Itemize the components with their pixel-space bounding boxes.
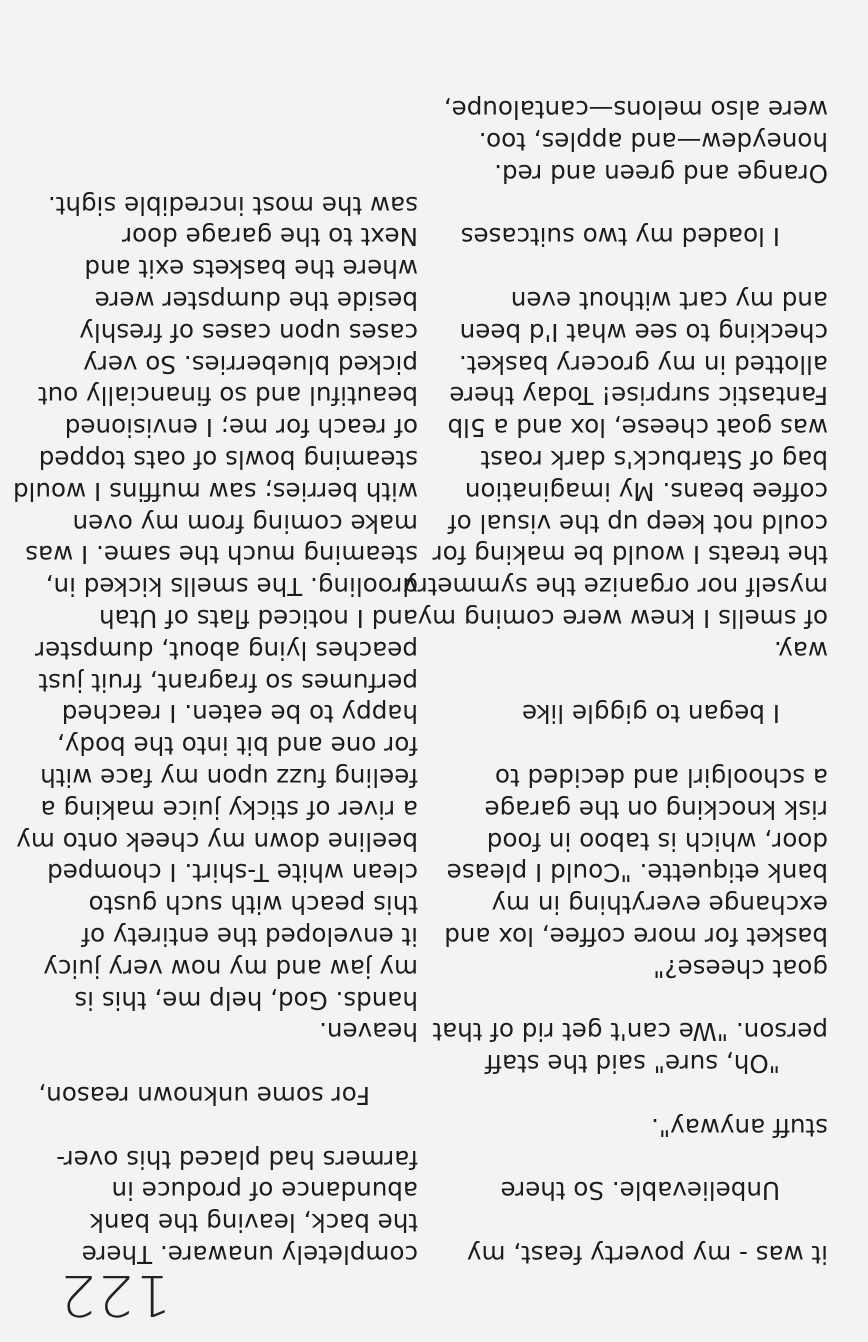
text-line: farmers had placed this over- [56, 1144, 418, 1174]
text-line: my jaw and my now very juicy [43, 953, 418, 983]
right-text-column [12, 189, 418, 1270]
text-line: was goat cheese, lox and a 5lb [447, 413, 828, 443]
paragraph-gap [36, 1111, 418, 1143]
text-line: happy to be eaten. I reached [61, 699, 418, 729]
paragraph-gap [446, 729, 828, 761]
paragraph [432, 1016, 828, 1080]
paragraph [446, 221, 828, 253]
text-line: and my cart without even [510, 286, 828, 316]
text-line: the treats I would be making for [432, 540, 828, 570]
text-line: the back, leaving the bank [89, 1208, 418, 1238]
text-line: picked blueberries. So very [83, 349, 418, 379]
paragraph [446, 1175, 828, 1207]
text-line: clean white T-shirt. I chomped [47, 858, 418, 888]
text-line: bank etiquette. "Could I please [446, 858, 828, 888]
paragraph [12, 189, 418, 1048]
text-line: bag of Starbuck's dark roast [480, 445, 828, 475]
text-line: hands. God, help me, this is [74, 985, 418, 1015]
text-line: of smells I knew were coming my [417, 604, 828, 634]
paragraph [446, 1238, 828, 1270]
text-line: Fantastic surprise! Today there [449, 381, 828, 411]
paragraph [36, 1079, 418, 1111]
text-line: checking to see what I'd been [459, 317, 828, 347]
text-line: steaming much the same. I was [25, 540, 418, 570]
paragraph-gap [446, 189, 828, 221]
text-line: door, which is taboo in food [486, 826, 828, 856]
text-line: where the baskets exit and [84, 254, 418, 284]
paragraph-gap [446, 1079, 828, 1111]
text-line: Next to the garage door [121, 222, 418, 252]
text-line: were also melons—cantaloupe, [443, 95, 828, 125]
text-line: exchange everything in my [491, 890, 828, 920]
text-line: could not keep up the visual of [448, 508, 828, 538]
text-line: of reach for me; I envisioned [64, 413, 418, 443]
text-line: stuff anyway". [651, 1112, 828, 1142]
text-line: coffee beans. My imagination [464, 476, 828, 506]
text-line: it was - my poverty feast, my [466, 1240, 828, 1269]
text-line: heaven. [319, 1017, 418, 1047]
page-number: 122 [58, 1262, 171, 1327]
text-line: completely unaware. There [81, 1240, 418, 1269]
paragraph [446, 761, 828, 984]
paragraph-gap [446, 666, 828, 698]
text-line: beeline down my cheek onto my [16, 826, 418, 856]
text-line: beautiful and so financially out [37, 381, 418, 411]
paragraph-gap [446, 1143, 828, 1175]
paragraph [403, 284, 828, 666]
text-line: beside the dumpster were [94, 286, 418, 316]
text-line: a river of sticky juice making a [40, 794, 418, 824]
text-line: For some unknown reason, [38, 1081, 370, 1111]
text-line: way. [773, 635, 828, 665]
text-line: make coming from my oven [72, 508, 418, 538]
text-line: cases upon cases of freshly [79, 317, 418, 347]
text-line: abundance of produce in [111, 1176, 418, 1206]
text-line: peaches lying about, dumpster [35, 635, 418, 665]
paragraph-gap [446, 984, 828, 1016]
paragraph [443, 94, 828, 189]
text-line: feeling fuzz upon my face with [40, 763, 418, 793]
text-line: steaming bowls of oats topped [38, 445, 418, 475]
text-line: I began to giggle like [521, 699, 780, 729]
text-line: risk knocking on the garage [484, 794, 828, 824]
text-line: it enveloped the entirety of [81, 922, 418, 952]
text-line: and I noticed flats of Utah [98, 604, 418, 634]
text-line: allotted in my grocery basket. [458, 349, 828, 379]
paragraph-gap [446, 1206, 828, 1238]
left-text-column [403, 94, 828, 1270]
text-line: Orange and green and red. [494, 158, 828, 188]
text-line: with berries; saw muffins I would [12, 476, 418, 506]
text-line: goat cheese?" [653, 953, 828, 983]
paragraph [446, 698, 828, 730]
text-line: Unbelievable. So there [500, 1176, 780, 1206]
text-line: honeydew—and apples, too. [478, 127, 828, 157]
paragraph-gap [36, 1047, 418, 1079]
paragraph [446, 1111, 828, 1143]
text-line: for one and bit into the body, [57, 731, 418, 761]
paragraph [36, 1143, 418, 1270]
text-line: myself nor organize the symmetry [403, 572, 828, 602]
text-line: drooling. The smells kicked in, [45, 572, 418, 602]
text-line: a schoolgirl and decided to [495, 763, 828, 793]
text-line: this peach with such gusto [88, 890, 418, 920]
text-line: "Oh, sure" said the staff [485, 1049, 780, 1079]
text-line: perfumes so fragrant, fruit just [38, 667, 418, 697]
text-line: person. "We can't get rid of that [432, 1017, 828, 1047]
paragraph-gap [446, 253, 828, 285]
text-line: I loaded my two suitcases [460, 222, 780, 252]
text-line: saw the most incredible sight. [47, 190, 418, 220]
text-line: basket for more coffee, lox and [444, 922, 828, 952]
